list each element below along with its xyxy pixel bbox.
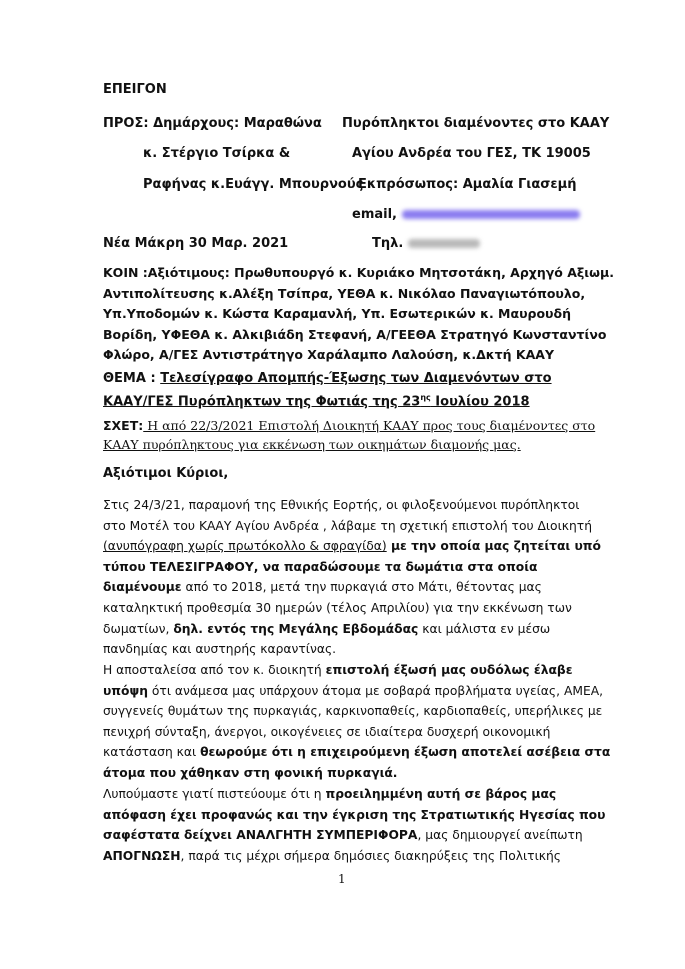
sender-line-3: Εκπρόσωπος: Αμαλία Γιασεμή: [358, 177, 577, 192]
paragraph-1: Στις 24/3/21, παραμονή της Εθνικής Εορτής, οι φιλοξενούμενοι πυρόπληκτοι στο Μοτέλ του ΚΑΑΥ Αγίου Ανδρέα , λάβαμε τη σχετική επιστολή του Διοικητή (ανυπόγραφη χωρίς πρωτόκολλο & σφραγίδα) με την οποία μας ζητείται υπό τύπου ΤΕΛΕΣΙΓΡΑΦΟΥ, να παραδώσουμε τα δωμάτια στα οποία διαμένουμε από το 2018, μετά την πυρκαγιά στο Μάτι, θέτοντας μας καταληκτική προθεσμία 30 ημερών (τέλος Απριλίου) για την εκκένωση των δωματίων, δηλ. εντός της Μεγάλης Εβδομάδας και μάλιστα εν μέσω πανδημίας και αυστηρής καραντίνας.: [103, 498, 601, 657]
cc-line: Φλώρο, Α/ΓΕΣ Αντιστράτηγο Χαράλαμπο Λαλούση, κ.Δκτή ΚΑΑΥ: [103, 347, 555, 362]
subject-line-1: ΘΕΜΑ : Τελεσίγραφο Απομπής-Έξωσης των Διαμενόντων στο: [103, 371, 552, 386]
salutation: Αξιότιμοι Κύριοι,: [103, 466, 229, 481]
cc-line: Βορίδη, ΥΦΕΘΑ κ. Αλκιβιάδη Στεφανή, Α/ΓΕΕΘΑ Στρατηγό Κωνσταντίνο: [103, 326, 607, 342]
email-label: email,: [352, 207, 397, 222]
page-number: 1: [338, 872, 346, 886]
cc-line: Υπ.Υποδομών κ. Κώστα Καραμανλή, Υπ. Εσωτερικών κ. Μαυρουδή: [103, 306, 571, 321]
subject-text-1: Τελεσίγραφο Απομπής-Έξωσης των Διαμενόντων στο: [160, 371, 552, 386]
cc-line: ΚΟΙΝ :Αξιότιμους: Πρωθυπουργό κ. Κυριάκο Μητσοτάκη, Αρχηγό Αξιωμ.: [103, 265, 614, 280]
sender-phone: [372, 236, 480, 251]
redacted-phone: [408, 239, 480, 248]
subject-block: [103, 369, 583, 411]
cc-block: [103, 263, 614, 366]
cc-line: Αντιπολίτευσης κ.Αλέξη Τσίπρα, ΥΕΘΑ κ. Νικόλαο Παναγιωτόπουλο,: [103, 285, 586, 301]
to-recipient-1: : Δημάρχους: Μαραθώνα: [143, 116, 322, 131]
redacted-email: [402, 210, 580, 219]
to-label: ΠΡΟΣ: [103, 116, 144, 131]
tel-label: Τηλ.: [372, 236, 404, 251]
to-recipient-2: κ. Στέργιο Τσίρκα &: [143, 146, 291, 161]
urgent-label: ΕΠΕΙΓΟΝ: [103, 82, 167, 97]
recipient-line-1: [103, 116, 322, 131]
reference-line-2: ΚΑΑΥ πυρόπληκτους για εκκένωση των οικημάτων διαμονής μας.: [103, 437, 521, 452]
paragraph-2: Η αποσταλείσα από τον κ. διοικητή επιστολή έξωσή μας ουδόλως έλαβε υπόψη ότι ανάμεσα μας υπάρχουν άτομα με σοβαρά προβλήματα υγείας, ΑΜΕΑ, συγγενείς θυμάτων της πυρκαγιάς, καρκινοπαθείς, καρδιοπαθείς, υπερήλικες με πενιχρή σύνταξη, άνεργοι, οικογένειες σε ιδιαίτερα δυσχερή οικονομική κατάσταση και θεωρούμε ότι η επιχειρούμενη έξωση αποτελεί ασέβεια στα άτομα που χάθηκαν στη φονική πυρκαγιά.: [103, 663, 611, 780]
sender-line-2: Αγίου Ανδρέα του ΓΕΣ, ΤΚ 19005: [352, 146, 591, 161]
to-recipient-3: Ραφήνας κ.Ευάγγ. Μπουρνούς: [143, 177, 364, 192]
reference-block: [103, 416, 596, 454]
sender-email: [352, 207, 580, 222]
reference-label: ΣΧΕΤ: [103, 418, 139, 433]
reference-line-1: ΣΧΕΤ: Η από 22/3/2021 Επιστολή Διοικητή ΚΑΑΥ προς τους διαμένοντες στο: [103, 418, 596, 433]
letter-date: Νέα Μάκρη 30 Μαρ. 2021: [103, 236, 289, 251]
sender-line-1: Πυρόπληκτοι διαμένοντες στο ΚΑΑΥ: [342, 116, 610, 131]
subject-label: ΘΕΜΑ: [103, 371, 146, 386]
subject-line-2: ΚΑΑΥ/ΓΕΣ Πυρόπληκτων της Φωτιάς της $23^{\eta\varsigma}$ Ιουλίου 2018: [103, 393, 530, 410]
paragraph-3: Λυπούμαστε γιατί πιστεύουμε ότι η προειλημμένη αυτή σε βάρος μας απόφαση έχει προφανώς και την έγκριση της Στρατιωτικής Ηγεσίας που σαφέστατα δείχνει ΑΝΑΛΓΗΤΗ ΣΥΜΠΕΡΙΦΟΡΑ, μας δημιουργεί ανείπωτη ΑΠΟΓΝΩΣΗ, παρά τις μέχρι σήμερα δημόσιες διακηρύξεις της Πολιτικής: [103, 787, 606, 863]
